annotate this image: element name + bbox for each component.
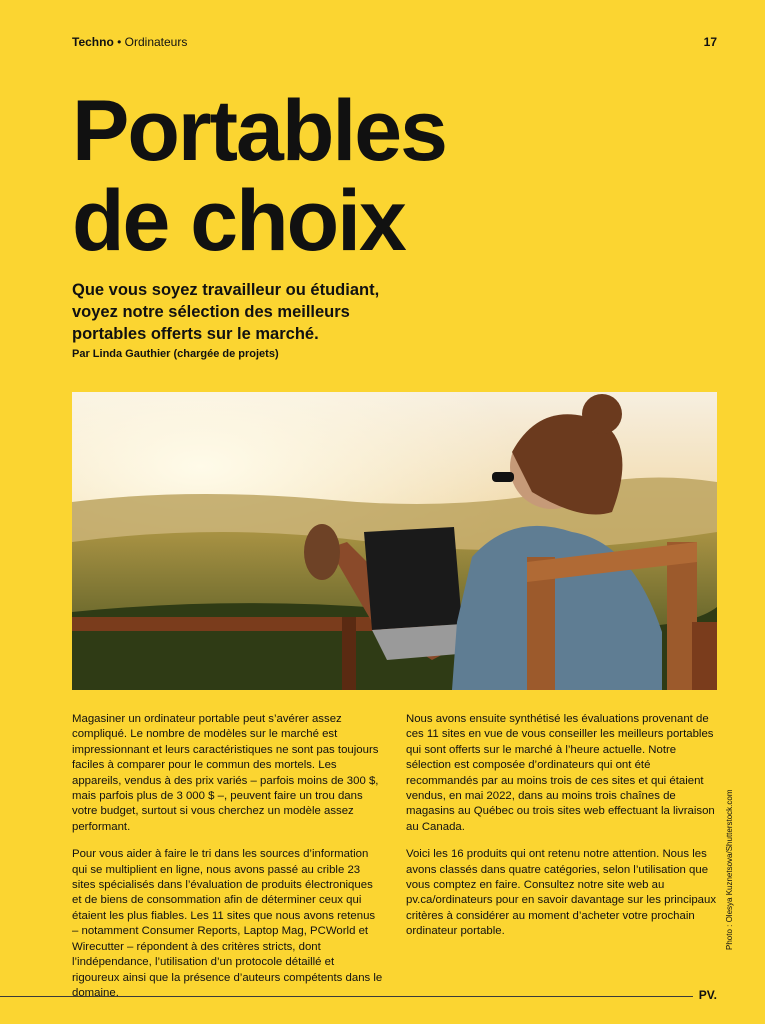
hero-photo-woman-with-laptop [72, 392, 717, 690]
article-subtitle: Que vous soyez travailleur ou étudiant, voyez notre sélection des meilleurs portables offerts sur le marché. [72, 281, 380, 343]
section-name: Techno [72, 35, 114, 49]
byline: Par Linda Gauthier (chargée de projets) [72, 348, 279, 360]
body-paragraph: Voici les 16 produits qui ont retenu notre attention. Nous les avons classés dans quatre catégories, selon l’utilisation que vous comptez en faire. Consultez notre site web au pv.ca/ordinateurs pour en savoir davantage sur les principaux critères à considérer au moment d’acheter votre prochain ordinateur portable. [406, 848, 717, 938]
article-title [72, 83, 572, 269]
body-column-right [406, 712, 718, 952]
title-line-2: de choix [72, 173, 405, 269]
photo-credit: Photo : Olesya Kuznetsova/Shutterstock.com [725, 789, 734, 950]
title-line-1: Portables [72, 83, 446, 179]
running-header [72, 35, 717, 49]
body-column-left [72, 712, 384, 1013]
body-paragraph: Pour vous aider à faire le tri dans les sources d’information qui se multiplient en ligne, nous avons passé au crible 23 sites spécialisés dans l’évaluation de produits électroniques et de biens de consommation afin de déterminer ceux qui étaient les plus fiables. Les 11 sites que nous avons retenus – notamment Consumer Reports, Laptop Mag, PCWorld et Wirecutter – répondent à des critères stricts, dont l’indépendance, l’utilisation d’un protocole détaillé et rigoureux ainsi que la présence d’auteurs compétents dans le domaine. [72, 848, 383, 999]
footer-divider [0, 996, 707, 997]
body-paragraph: Magasiner un ordinateur portable peut s’avérer assez compliqué. Le nombre de modèles sur le marché est impressionnant et leurs caractéristiques ne sont pas toujours faciles à comparer pour le commun des mortels. Les appareils, vendus à des prix variés – parfois moins de 300 $, mais parfois plus de 3 000 $ –, peuvent faire un trou dans votre budget, surtout si vous cherchez un modèle assez performant. [72, 713, 379, 833]
section-label [72, 35, 187, 49]
subsection-name: Ordinateurs [124, 35, 188, 49]
body-paragraph: Nous avons ensuite synthétisé les évaluations provenant de ces 11 sites en vue de vous conseiller les meilleurs portables qui sont offerts sur le marché à l’heure actuelle. Notre sélection est composée d’ordinateurs qui ont été recommandés par au moins trois de ces sites et qui étaient vendus, en mai 2022, dans au moins trois chaînes de magasins au Québec ou trois sites web effectuant la livraison au Canada. [406, 713, 715, 833]
section-separator: • [113, 35, 125, 49]
footer-logo: PV. [693, 988, 717, 1002]
page-number: 17 [703, 35, 717, 49]
